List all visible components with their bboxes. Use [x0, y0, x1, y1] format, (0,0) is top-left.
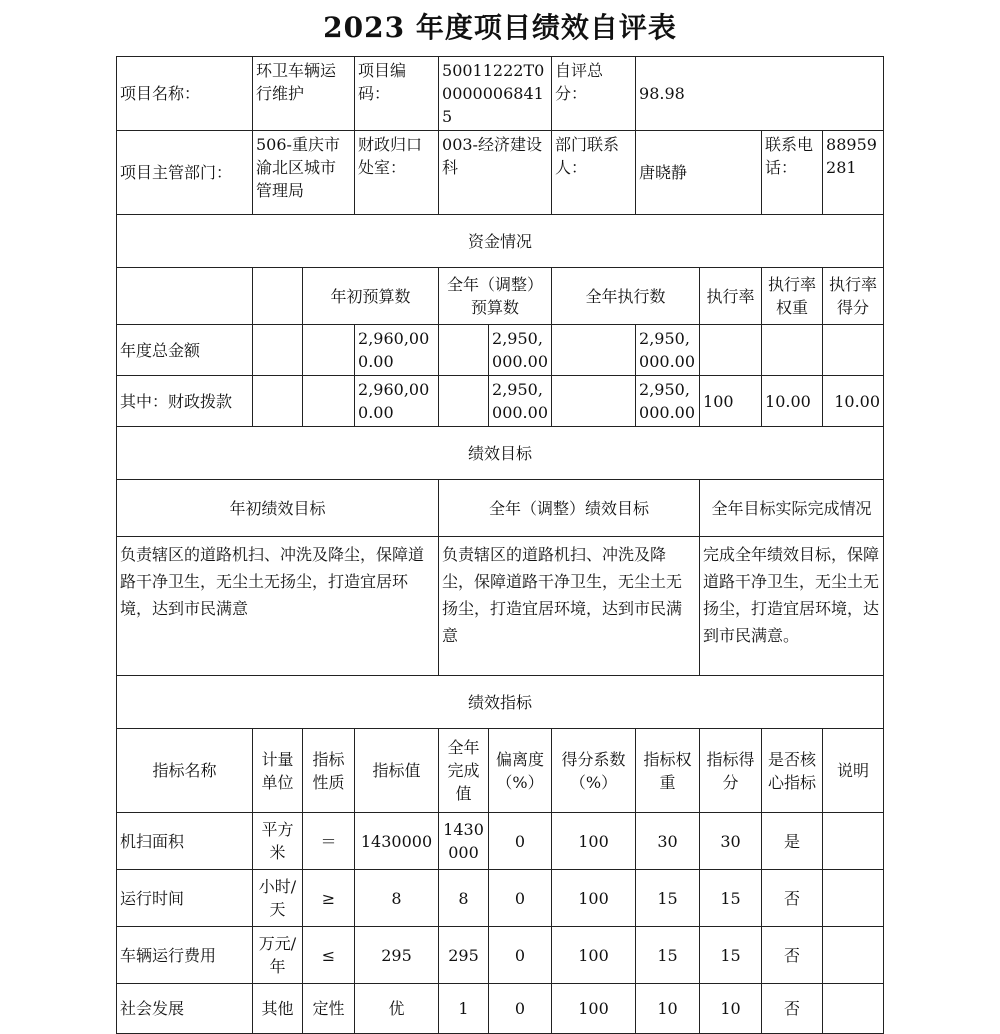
goals-content-row — [117, 537, 884, 676]
ind-header-note: 说明 — [823, 729, 884, 813]
evaluation-table — [116, 56, 884, 1034]
funds-header-score: 执行率得分 — [823, 268, 884, 325]
finance-office-label: 财政归口处室： — [355, 131, 439, 215]
ind-done: 1 — [439, 984, 489, 1034]
ind-note — [823, 984, 884, 1034]
indicators-header-row — [117, 729, 884, 813]
ind-weight: 30 — [636, 813, 700, 870]
phone-value: 88959281 — [823, 131, 884, 215]
ind-name: 社会发展 — [117, 984, 253, 1034]
ind-header-target: 指标值 — [355, 729, 439, 813]
funds-rate: 100 — [700, 376, 762, 427]
ind-deviation: 0 — [489, 927, 552, 984]
info-row-1 — [117, 57, 884, 131]
goals-initial-text: 负责辖区的道路机扫、冲洗及降尘，保障道路干净卫生，无尘土无扬尘，打造宜居环境，达到市民满意 — [117, 537, 439, 676]
ind-core: 否 — [762, 984, 823, 1034]
funds-section-title: 资金情况 — [117, 215, 884, 268]
ind-unit: 平方米 — [253, 813, 303, 870]
funds-rate — [700, 325, 762, 376]
ind-note — [823, 927, 884, 984]
ind-target: 优 — [355, 984, 439, 1034]
ind-core: 是 — [762, 813, 823, 870]
ind-coefficient: 100 — [552, 813, 636, 870]
phone-label: 联系电话： — [762, 131, 823, 215]
ind-weight: 15 — [636, 927, 700, 984]
ind-target: 8 — [355, 870, 439, 927]
ind-header-done: 全年完成值 — [439, 729, 489, 813]
self-score-label: 自评总分： — [552, 57, 636, 131]
ind-unit: 小时/天 — [253, 870, 303, 927]
ind-header-unit: 计量单位 — [253, 729, 303, 813]
goals-adjusted-text: 负责辖区的道路机扫、冲洗及降尘，保障道路干净卫生，无尘土无扬尘，打造宜居环境，达到市民满意 — [439, 537, 700, 676]
ind-deviation: 0 — [489, 984, 552, 1034]
ind-target: 1430000 — [355, 813, 439, 870]
ind-note — [823, 813, 884, 870]
funds-initial: 2,960,000.00 — [355, 325, 439, 376]
ind-unit: 其他 — [253, 984, 303, 1034]
funds-adjusted: 2,950,000.00 — [489, 325, 552, 376]
ind-unit: 万元/年 — [253, 927, 303, 984]
ind-name: 机扫面积 — [117, 813, 253, 870]
ind-score: 15 — [700, 870, 762, 927]
ind-core: 否 — [762, 870, 823, 927]
funds-adjusted: 2,950,000.00 — [489, 376, 552, 427]
ind-header-core: 是否核心指标 — [762, 729, 823, 813]
ind-done: 8 — [439, 870, 489, 927]
goals-section-row — [117, 427, 884, 480]
funds-initial: 2,960,000.00 — [355, 376, 439, 427]
ind-nature: 定性 — [303, 984, 355, 1034]
table-row — [117, 813, 884, 870]
funds-header-initial: 年初预算数 — [303, 268, 439, 325]
ind-coefficient: 100 — [552, 984, 636, 1034]
project-code-value: 50011222T000000068415 — [439, 57, 552, 131]
ind-nature: ≥ — [303, 870, 355, 927]
finance-office-value: 003-经济建设科 — [439, 131, 552, 215]
ind-done: 295 — [439, 927, 489, 984]
self-score-value: 98.98 — [636, 57, 884, 131]
contact-label: 部门联系人： — [552, 131, 636, 215]
project-name-value: 环卫车辆运行维护 — [253, 57, 355, 131]
funds-weight — [762, 325, 823, 376]
ind-header-deviation: 偏离度（%） — [489, 729, 552, 813]
ind-header-weight: 指标权重 — [636, 729, 700, 813]
ind-nature: ＝ — [303, 813, 355, 870]
info-row-2 — [117, 131, 884, 215]
ind-deviation: 0 — [489, 813, 552, 870]
page-title: 2023 年度项目绩效自评表 — [323, 11, 677, 44]
ind-header-score: 指标得分 — [700, 729, 762, 813]
funds-header-executed: 全年执行数 — [552, 268, 700, 325]
table-row — [117, 870, 884, 927]
ind-name: 运行时间 — [117, 870, 253, 927]
ind-score: 15 — [700, 927, 762, 984]
indicators-section-row — [117, 676, 884, 729]
ind-score: 30 — [700, 813, 762, 870]
funds-cell-blank — [253, 376, 303, 427]
goals-header-adjusted: 全年（调整）绩效目标 — [439, 480, 700, 537]
funds-section-row — [117, 215, 884, 268]
funds-cell-blank — [552, 325, 636, 376]
funds-cell-blank — [439, 376, 489, 427]
goals-header-actual: 全年目标实际完成情况 — [700, 480, 884, 537]
table-row — [117, 927, 884, 984]
goals-actual-text: 完成全年绩效目标，保障道路干净卫生，无尘土无扬尘，打造宜居环境，达到市民满意。 — [700, 537, 884, 676]
funds-row-label: 其中：财政拨款 — [117, 376, 253, 427]
table-row — [117, 984, 884, 1034]
funds-executed: 2,950,000.00 — [636, 325, 700, 376]
ind-score: 10 — [700, 984, 762, 1034]
ind-coefficient: 100 — [552, 870, 636, 927]
funds-score — [823, 325, 884, 376]
funds-header-blank — [117, 268, 253, 325]
dept-value: 506-重庆市渝北区城市管理局 — [253, 131, 355, 215]
ind-weight: 10 — [636, 984, 700, 1034]
ind-target: 295 — [355, 927, 439, 984]
goals-header-row — [117, 480, 884, 537]
ind-deviation: 0 — [489, 870, 552, 927]
ind-header-coefficient: 得分系数（%） — [552, 729, 636, 813]
ind-done: 1430000 — [439, 813, 489, 870]
goals-header-initial: 年初绩效目标 — [117, 480, 439, 537]
ind-core: 否 — [762, 927, 823, 984]
funds-row — [117, 325, 884, 376]
funds-row-label: 年度总金额 — [117, 325, 253, 376]
funds-row — [117, 376, 884, 427]
ind-header-name: 指标名称 — [117, 729, 253, 813]
funds-header-blank — [253, 268, 303, 325]
funds-cell-blank — [552, 376, 636, 427]
ind-name: 车辆运行费用 — [117, 927, 253, 984]
ind-note — [823, 870, 884, 927]
funds-cell-blank — [439, 325, 489, 376]
funds-cell-blank — [303, 325, 355, 376]
ind-header-nature: 指标性质 — [303, 729, 355, 813]
ind-weight: 15 — [636, 870, 700, 927]
funds-header-rate: 执行率 — [700, 268, 762, 325]
funds-header-row — [117, 268, 884, 325]
goals-section-title: 绩效目标 — [117, 427, 884, 480]
funds-cell-blank — [253, 325, 303, 376]
funds-header-adjusted: 全年（调整）预算数 — [439, 268, 552, 325]
funds-weight: 10.00 — [762, 376, 823, 427]
funds-header-weight: 执行率权重 — [762, 268, 823, 325]
funds-executed: 2,950,000.00 — [636, 376, 700, 427]
dept-label: 项目主管部门： — [117, 131, 253, 215]
indicators-section-title: 绩效指标 — [117, 676, 884, 729]
project-code-label: 项目编码： — [355, 57, 439, 131]
project-name-label: 项目名称： — [117, 57, 253, 131]
ind-nature: ≤ — [303, 927, 355, 984]
ind-coefficient: 100 — [552, 927, 636, 984]
funds-score: 10.00 — [823, 376, 884, 427]
contact-value: 唐晓静 — [636, 131, 762, 215]
funds-cell-blank — [303, 376, 355, 427]
